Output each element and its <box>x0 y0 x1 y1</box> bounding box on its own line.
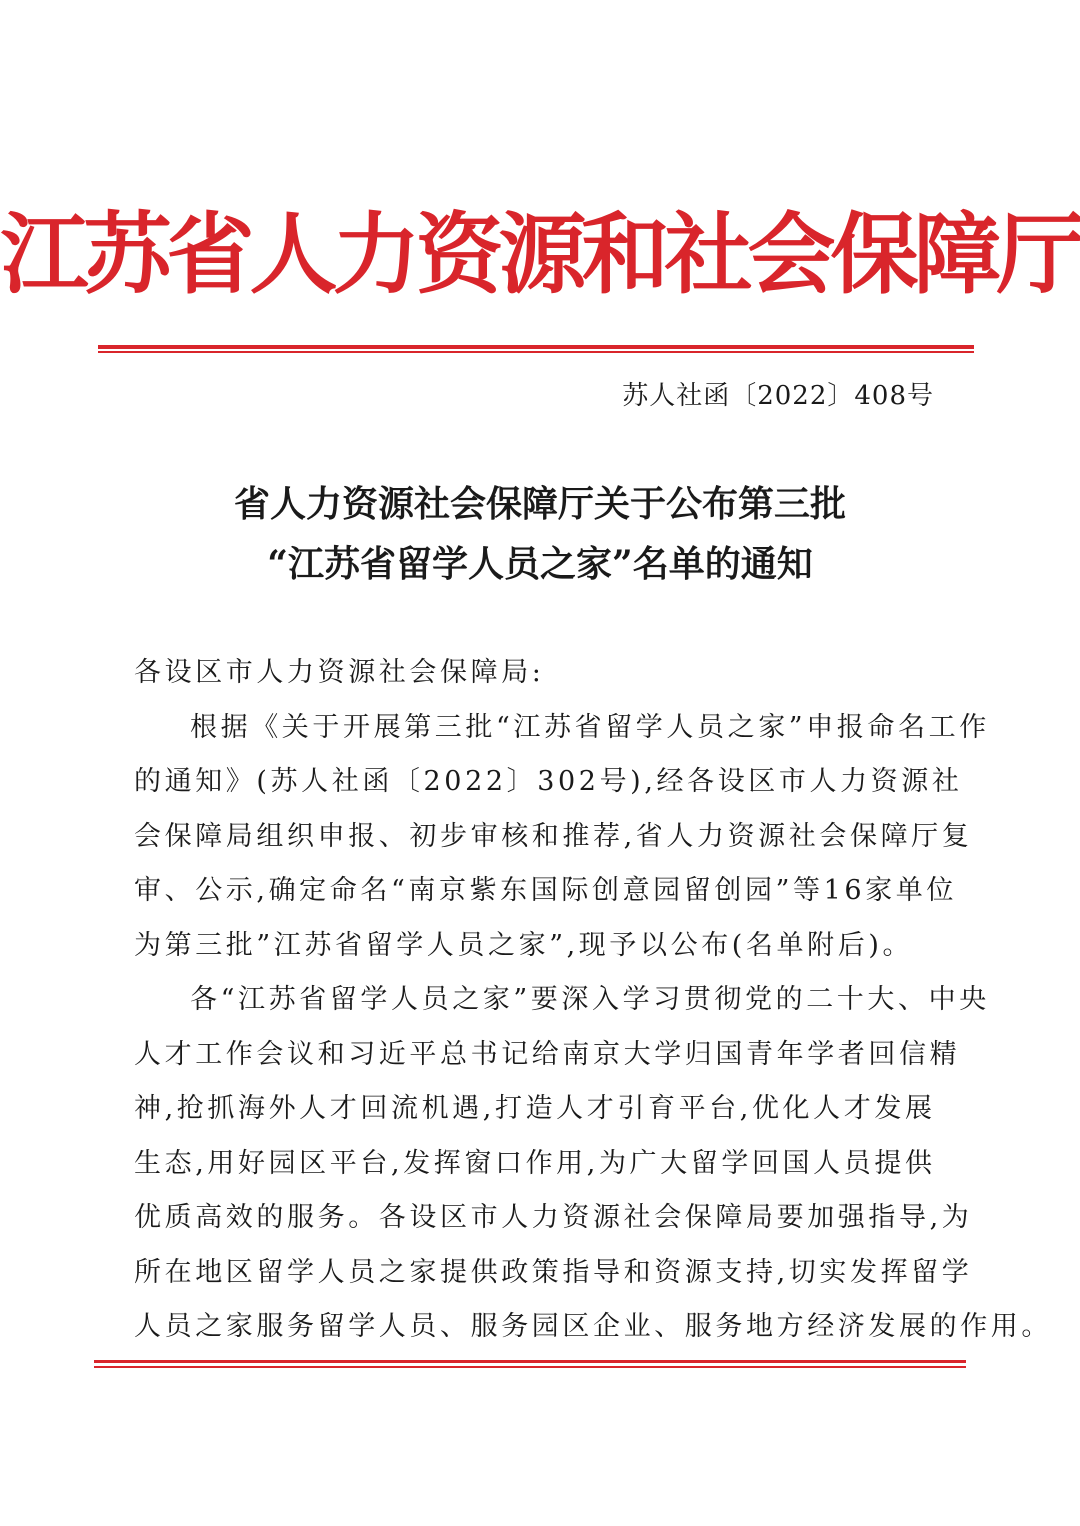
paragraph-1-line: 会保障局组织申报、初步审核和推荐,省人力资源社会保障厅复 <box>134 820 973 852</box>
footer-divider-thick <box>94 1360 966 1363</box>
paragraph-1-line: 根据《关于开展第三批“江苏省留学人员之家”申报命名工作 <box>190 711 990 743</box>
paragraph-2-line: 人员之家服务留学人员、服务园区企业、服务地方经济发展的作用。 <box>134 1311 1052 1342</box>
paragraph-1-line: 审、公示,确定命名“南京紫东国际创意园留创园”等16家单位 <box>134 875 957 906</box>
addressee: 各设区市人力资源社会保障局: <box>134 657 545 688</box>
paragraph-1-line: 的通知》(苏人社函〔2022〕302号),经各设区市人力资源社 <box>134 766 963 797</box>
letterhead-divider-thick <box>98 345 974 349</box>
paragraph-2-line: 所在地区留学人员之家提供政策指导和资源支持,切实发挥留学 <box>134 1256 973 1288</box>
paragraph-2-line: 各“江苏省留学人员之家”要深入学习贯彻党的二十大、中央 <box>190 984 990 1015</box>
document-number: 苏人社函〔2022〕408号 <box>622 381 934 411</box>
footer-divider-thin <box>94 1366 966 1368</box>
document-body <box>134 646 1052 1355</box>
paragraph-2-line: 人才工作会议和习近平总书记给南京大学归国青年学者回信精 <box>134 1038 961 1070</box>
document-title-line: 省人力资源社会保障厅关于公布第三批 <box>233 483 846 525</box>
letterhead-divider-thin <box>98 351 974 353</box>
document-title <box>0 474 1080 594</box>
document-title-line: “江苏省留学人员之家”名单的通知 <box>267 543 813 585</box>
paragraph-2-line: 神,抢抓海外人才回流机遇,打造人才引育平台,优化人才发展 <box>134 1093 936 1124</box>
paragraph-2-line: 生态,用好园区平台,发挥窗口作用,为广大留学回国人员提供 <box>134 1147 936 1179</box>
letterhead-org-name: 江苏省人力资源和社会保障厅 <box>0 203 1080 306</box>
paragraph-1-line: 为第三批”江苏省留学人员之家”,现予以公布(名单附后)。 <box>134 929 914 961</box>
paragraph-2-line: 优质高效的服务。各设区市人力资源社会保障局要加强指导,为 <box>134 1202 973 1233</box>
